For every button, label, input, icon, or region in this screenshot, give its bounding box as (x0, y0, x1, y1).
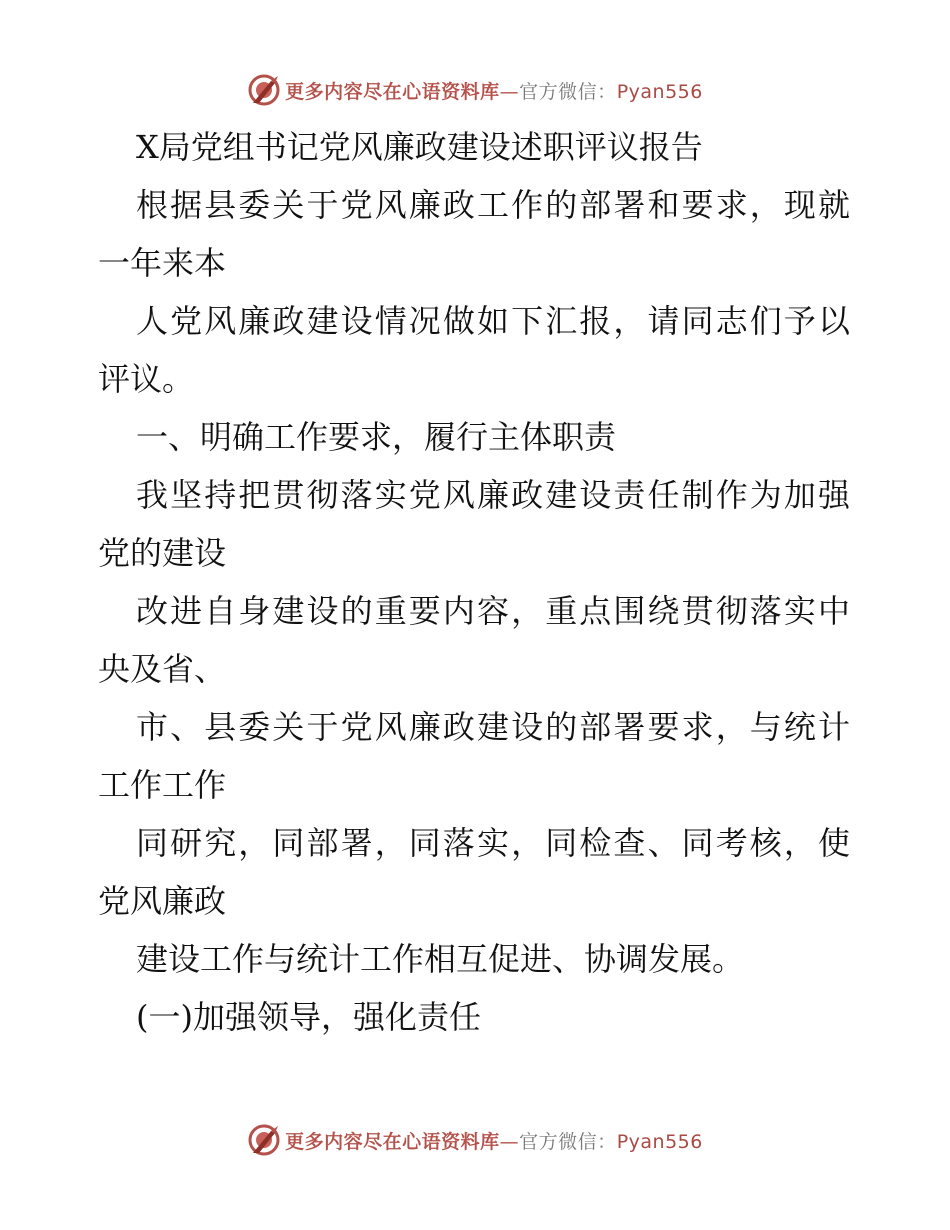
banner-separator: — (499, 80, 520, 103)
banner-main-text: 更多内容尽在心语资料库 (285, 80, 500, 103)
banner-wechat-id: Pyan556 (616, 1130, 703, 1153)
banner-main-text: 更多内容尽在心语资料库 (285, 1130, 500, 1153)
document-line: (一)加强领导，强化责任 (136, 998, 481, 1036)
document-line: 人党风廉政建设情况做如下汇报，请同志们予以 (136, 302, 850, 340)
footer-watermark-banner (0, 1120, 950, 1160)
document-line: 根据县委关于党风廉政工作的部署和要求，现就 (136, 186, 850, 224)
document-line: 党的建设 (98, 534, 227, 572)
document-line: 建设工作与统计工作相互促进、协调发展。 (136, 940, 745, 978)
banner-wechat-label: 官方微信： (519, 1130, 617, 1153)
quill-pen-icon (247, 1123, 281, 1157)
document-line: 改进自身建设的重要内容，重点围绕贯彻落实中 (136, 592, 850, 630)
document-body (98, 118, 850, 1046)
banner-separator: — (499, 1130, 520, 1153)
banner-text (285, 77, 703, 104)
document-line: 党风廉政 (98, 882, 227, 920)
quill-pen-icon (247, 73, 281, 107)
document-line: 一年来本 (98, 244, 227, 282)
document-line: 一、明确工作要求，履行主体职责 (136, 418, 617, 456)
banner-wechat-label: 官方微信： (519, 80, 617, 103)
banner-text (285, 1127, 703, 1154)
document-line: 市、县委关于党风廉政建设的部署要求，与统计 (136, 708, 850, 746)
document-line: 同研究，同部署，同落实，同检查、同考核，使 (136, 824, 850, 862)
document-line: X局党组书记党风廉政建设述职评议报告 (136, 128, 703, 166)
document-line: 评议。 (98, 360, 195, 398)
banner-wechat-id: Pyan556 (616, 80, 703, 103)
header-watermark-banner (0, 70, 950, 110)
document-line: 我坚持把贯彻落实党风廉政建设责任制作为加强 (136, 476, 850, 514)
document-line: 工作工作 (98, 766, 227, 804)
document-line: 央及省、 (98, 650, 227, 688)
